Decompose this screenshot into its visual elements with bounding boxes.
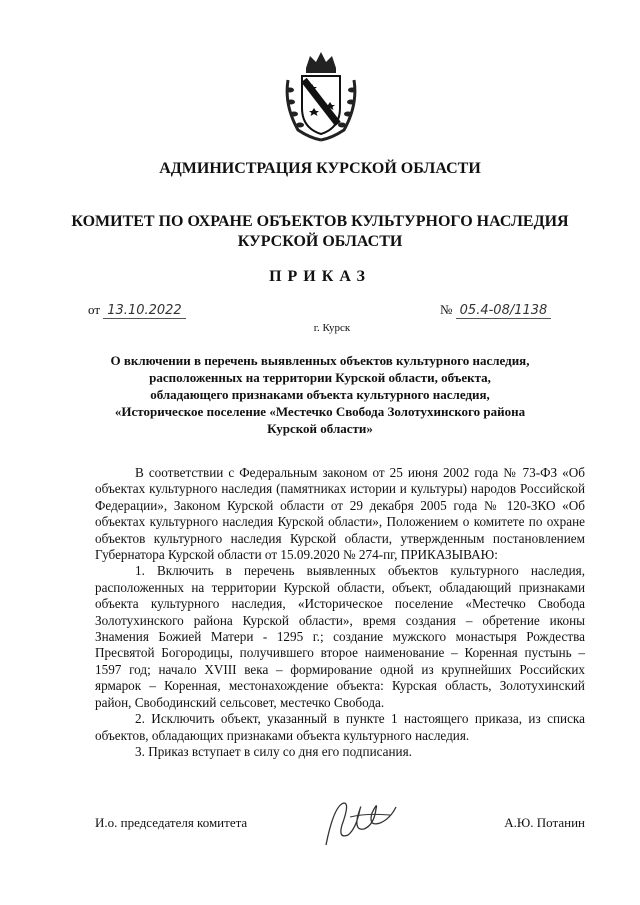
document-type-heading: ПРИКАЗ xyxy=(269,268,371,285)
signatory-name: А.Ю. Потанин xyxy=(504,815,585,830)
preamble-paragraph: В соответствии с Федеральным законом от 25 июня 2002 года № 73-ФЗ «Об объектах культурного наследия (памятниках истории и культуры) народов Российской Федерации», Законом Курской области от 29 декабря 2005 года № 120-ЗКО «Об объектах культурного наследия Курской области», Положением о комитете по охране объектов культурного наследия Курской области, утвержденным постановлением Губернатора Курской области от 15.09.2020 № 274-пг, ПРИКАЗЫВАЮ: xyxy=(95,465,585,563)
item-2-paragraph: 2. Исключить объект, указанный в пункте 1 настоящего приказа, из списка объектов, обладающих признаками объекта культурного наследия. xyxy=(95,711,585,743)
administration-heading: АДМИНИСТРАЦИЯ КУРСКОЙ ОБЛАСТИ xyxy=(159,160,481,177)
order-date xyxy=(88,302,186,318)
committee-heading-line2: КУРСКОЙ ОБЛАСТИ xyxy=(237,233,403,250)
order-body xyxy=(95,465,585,760)
coat-of-arms-emblem xyxy=(282,50,360,142)
item-3-paragraph: 3. Приказ вступает в силу со дня его подписания. xyxy=(135,743,412,759)
signatory-position: И.о. председателя комитета xyxy=(95,815,248,830)
order-number xyxy=(440,302,551,318)
number-value: 05.4-08/1138 xyxy=(456,303,552,319)
city-label: г. Курск xyxy=(313,322,351,334)
date-prefix: от xyxy=(88,302,101,317)
item-1-paragraph: 1. Включить в перечень выявленных объектов культурного наследия, расположенных на территории Курской области, объект, обладающий признаками объекта культурного наследия, «Историческое поселение «Местечко Свобода Золотухинского района Курской области», время создания – обретение иконы Знамения Божией Матери - 1295 г.; создание мужского монастыря Рождества Пресвятой Богородицы, получившего второе наименование – Коренная пустынь – 1597 год; начало XVIII века – формирование одной из крупнейших Российских ярмарок – Коренная, местонахождение объекта: Курская область, Золотухинский район, Свободинский сельсовет, местечко Свобода. xyxy=(95,563,585,710)
committee-heading xyxy=(0,212,640,252)
order-subject: О включении в перечень выявленных объектов культурного наследия, расположенных на территории Курской области, объекта, обладающего признаками объекта культурного наследия, «Историческое поселение «Местечко Свобода Золотухинского района Курской области» xyxy=(110,353,530,436)
committee-heading-line1: КОМИТЕТ ПО ОХРАНЕ ОБЪЕКТОВ КУЛЬТУРНОГО НАСЛЕДИЯ xyxy=(71,213,569,230)
date-value: 13.10.2022 xyxy=(103,303,185,319)
handwritten-signature xyxy=(320,795,400,855)
number-prefix: № xyxy=(440,302,453,317)
